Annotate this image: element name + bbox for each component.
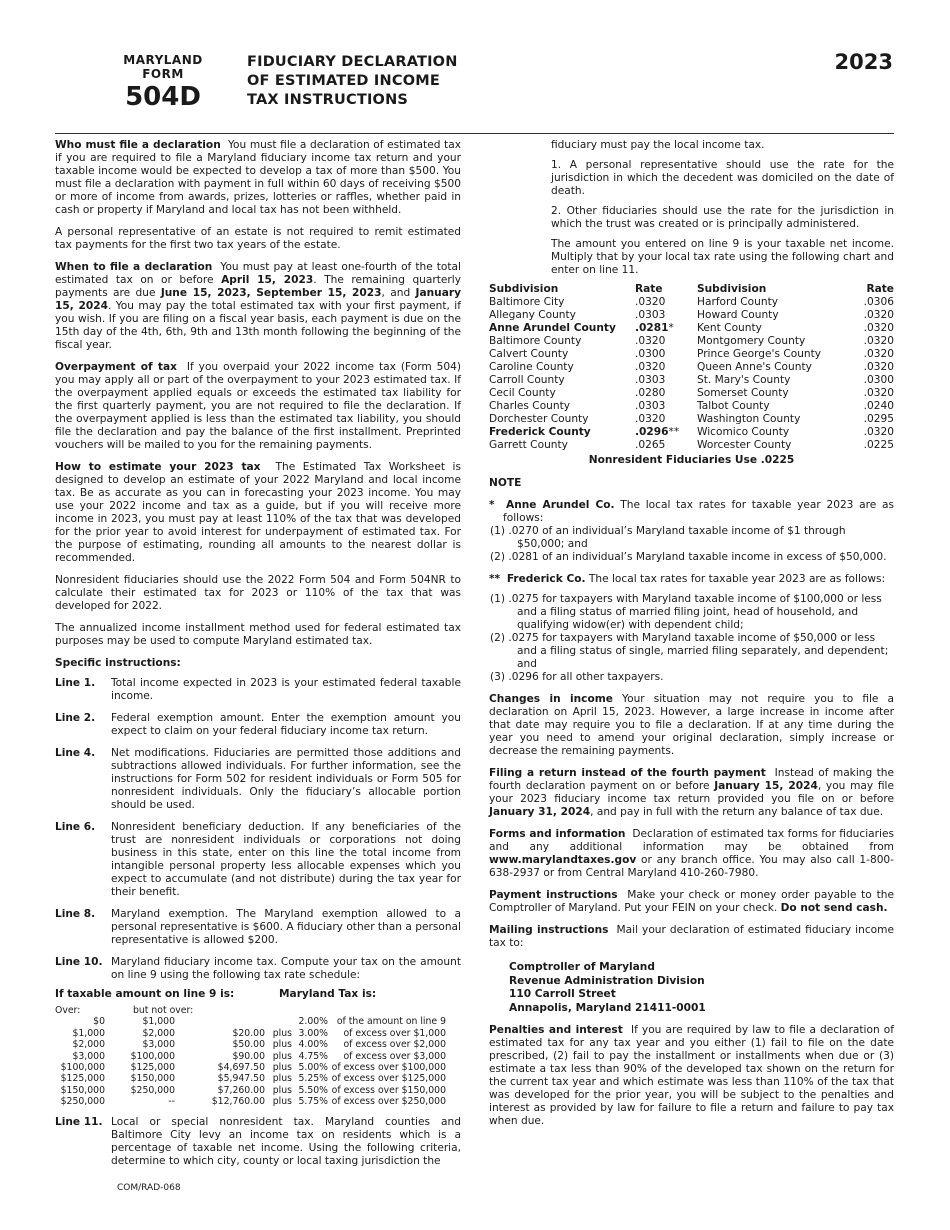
schedule-cell-rate: 5.75%: [298, 1096, 328, 1108]
subdivision-rate: [855, 296, 894, 309]
subdivision-name: [697, 413, 855, 426]
schedule-cell-plus: plus: [272, 1096, 292, 1108]
col-rate: Rate: [866, 283, 894, 295]
subdivision-rate-text: .0320: [863, 387, 894, 399]
rate-row: [489, 439, 894, 452]
line-instruction: [55, 1116, 461, 1168]
line-label: Line 4.: [55, 747, 96, 759]
schedule-cell-base: $90.00: [232, 1050, 265, 1062]
subdivision-rate-text: .0296: [635, 426, 669, 438]
text-run: You must pay at least one-fourth of the total estimated tax on or before: [55, 261, 461, 286]
schedule-cell-rate: 2.00%: [298, 1016, 328, 1028]
schedule-cell-rate: 3.00%: [298, 1027, 328, 1039]
changes-section: [489, 693, 894, 758]
section-heading: Changes in income: [489, 693, 613, 705]
schedule-cell-rate: 4.75%: [298, 1050, 328, 1062]
rate-row: [489, 400, 894, 413]
line-text: Nonresident beneficiary deduction. If any beneficiaries of the trust are nonresident individuals or corporations not doing business in this state, enter on this line the total income from intangible personal property less allocable expenses which you expect to accumulate (and not distribute) during the tax year for their benefit.: [111, 821, 461, 898]
footnote-mark: *: [668, 322, 674, 334]
subdivision-rate-text: .0320: [635, 361, 666, 373]
col-rate: Rate: [635, 283, 663, 295]
date-emphasis: January 15, 2024: [714, 780, 818, 792]
address-line: Comptroller of Maryland: [509, 961, 655, 973]
how-section: [55, 461, 461, 565]
schedule-row: [55, 1085, 446, 1096]
right-column: [489, 139, 894, 1137]
local-rate-table: [489, 283, 894, 452]
subdivision-rate-text: .0320: [863, 335, 894, 347]
section-heading: Filing a return instead of the fourth payment: [489, 767, 766, 779]
schedule-cell-plus: plus: [272, 1073, 292, 1085]
col-subdivision: Subdivision: [489, 283, 559, 295]
subdivision-name-text: Baltimore City: [489, 296, 565, 308]
subdivision-rate: [635, 348, 697, 361]
subdivision-name: [697, 309, 855, 322]
schedule-cell-rate: 5.00%: [298, 1062, 328, 1074]
subdivision-rate-text: .0265: [635, 439, 666, 451]
subdivision-rate: [635, 413, 697, 426]
schedule-rows: [55, 1016, 446, 1107]
schedule-cell-desc: of excess over $1,000: [343, 1027, 446, 1039]
schedule-cell-plus: plus: [272, 1084, 292, 1096]
subdivision-name-text: Talbot County: [697, 400, 770, 412]
subdivision-name: [489, 361, 635, 374]
note-heading: NOTE: [489, 477, 522, 489]
schedule-cell-over: $2,000: [72, 1039, 105, 1051]
title-line: FIDUCIARY DECLARATION: [247, 54, 458, 70]
subdivision-rate: [635, 361, 697, 374]
schedule-cell-notover: $125,000: [130, 1062, 175, 1074]
subdivision-rate-text: .0320: [863, 322, 894, 334]
subdivision-rate: [635, 309, 697, 322]
subdivision-name-text: Worcester County: [697, 439, 792, 451]
line-instruction: [55, 677, 461, 703]
subdivision-rate: [635, 387, 697, 400]
section-heading: Payment instructions: [489, 889, 618, 901]
subdivision-rate: [635, 296, 697, 309]
section-text: If you overpaid your 2022 income tax (Form 504) you may apply all or part of the overpayment to your 2023 estimated tax. If the overpayment applied equals or exceeds the estimated tax liability for the first quarterly payment, you are not required to file the declaration. If the overpayment applied is less than the estimated tax liability, you should file the declaration and pay the balance of the first installment. Preprinted vouchers will be mailed to you for the remaining payments.: [55, 361, 461, 451]
subdivision-rate-text: .0225: [863, 439, 894, 451]
section-text: You must file a declaration of estimated tax if you are required to file a Maryland fiduciary income tax return and your taxable income would be expected to develop a tax of more than $500. You must file a declaration with payment in full within 60 days of receiving $500 or more of income from awards, prizes, lotteries or raffles, whether paid in cash or property if Maryland and local tax has not been withheld.: [55, 139, 461, 216]
subdivision-name: [697, 348, 855, 361]
subdivision-name: [697, 387, 855, 400]
section-heading: Who must file a declaration: [55, 139, 221, 151]
subdivision-name: [489, 309, 635, 322]
line-text: Net modifications. Fiduciaries are permitted those additions and subtractions allowed individuals. For further information, see the instructions for Form 502 for resident individuals or Form 505 for nonresident individuals. Only the fiduciary’s allocable portion should be used.: [111, 747, 461, 811]
subdivision-name-text: Calvert County: [489, 348, 569, 360]
text-run: , and: [381, 287, 411, 299]
address-line: 110 Carroll Street: [509, 988, 616, 1000]
subdivision-name-text: Frederick County: [489, 426, 591, 438]
page-title: [247, 53, 458, 110]
schedule-cell-desc: of the amount on line 9: [336, 1016, 446, 1028]
subdivision-rate: [635, 426, 697, 439]
schedule-cell-rate: 5.25%: [298, 1073, 328, 1085]
subdivision-name-text: Prince George's County: [697, 348, 822, 360]
subdivision-rate-text: .0320: [635, 296, 666, 308]
line-text: Total income expected in 2023 is your estimated federal taxable income.: [111, 677, 461, 702]
text-emphasis: Do not send cash.: [780, 902, 888, 914]
rate-row: [489, 335, 894, 348]
line-text: Maryland fiduciary income tax. Compute your tax on the amount on line 9 using the following tax rate schedule:: [111, 956, 461, 981]
footnote-mark: *: [489, 499, 495, 511]
subdivision-rate: [635, 439, 697, 452]
penalties-section: [489, 1024, 894, 1128]
subdivision-name: [489, 374, 635, 387]
subdivision-rate: [635, 335, 697, 348]
subdivision-rate-text: .0240: [863, 400, 894, 412]
subdivision-name: [489, 426, 635, 439]
form-word: FORM: [142, 67, 184, 81]
note-item: (2) .0281 of an individual’s Maryland taxable income in excess of $50,000.: [490, 551, 887, 563]
schedule-cell-desc: of excess over $100,000: [331, 1062, 446, 1074]
note-head: [489, 573, 894, 586]
rate-rows: [489, 296, 894, 452]
subdivision-name-text: Anne Arundel County: [489, 322, 616, 334]
schedule-cell-base: $5,947.50: [217, 1073, 265, 1085]
subdivision-rate-text: .0320: [635, 335, 666, 347]
schedule-heading: [55, 988, 461, 1001]
subdivision-rate: [855, 439, 894, 452]
mailing-address: [509, 961, 894, 1015]
schedule-cell-base: [185, 1016, 265, 1027]
section-heading: Penalties and interest: [489, 1024, 623, 1036]
schedule-cell-plus: plus: [272, 1039, 292, 1051]
subdivision-name-text: Montgomery County: [697, 335, 806, 347]
schedule-cell-base: $50.00: [232, 1039, 265, 1051]
schedule-cell-base: $4,697.50: [217, 1062, 265, 1074]
annualized-paragraph: The annualized income installment method used for federal estimated tax purposes may be used to compute Maryland estimated tax.: [55, 622, 461, 647]
line-instructions: [55, 677, 461, 982]
subdivision-name: [697, 426, 855, 439]
subdivision-name: [697, 361, 855, 374]
form-number: 504D: [125, 82, 201, 112]
address-line: Revenue Administration Division: [509, 974, 705, 987]
overpayment-section: [55, 361, 461, 452]
schedule-cell-over: $125,000: [60, 1073, 105, 1085]
section-text: The Estimated Tax Worksheet is designed to develop an estimate of your 2022 Maryland and local income tax. Be as accurate as you can in forecasting your 2023 income. You may use your 2022 income and tax as a guide, but if you will receive more income in 2023, you must pay at least 110% of the tax that was developed for the prior year to avoid interest for underpayment of estimated tax. For the purpose of estimating, rounding all amounts to the nearest dollar is recommended.: [55, 461, 461, 564]
text-run: , and pay in full with the return any balance of tax due.: [590, 806, 884, 818]
subdivision-name-text: Cecil County: [489, 387, 556, 399]
mailing-section: [489, 924, 894, 950]
note-subject: Frederick Co.: [506, 573, 586, 585]
subdivision-name-text: Queen Anne's County: [697, 361, 812, 373]
subdivision-name: [489, 296, 635, 309]
date-emphasis: January 31, 2024: [489, 806, 591, 818]
section-text: If you are required by law to file a declaration of estimated tax for any tax year and you either (1) fail to file on the date prescribed, (2) fail to pay the installment or installments when due or (3) estimate a tax less than 90% of the developed tax shown on the return for the current tax year and which estimate was less than 110% of the tax that was developed for the prior year, you will be subject to the penalties and interest as provided by law for failure to file a return and failure to pay tax when due.: [489, 1024, 895, 1127]
website-link[interactable]: www.marylandtaxes.gov: [489, 854, 637, 866]
subdivision-rate-text: .0303: [635, 400, 666, 412]
line-text: Local or special nonresident tax. Maryland counties and Baltimore City levy an income tax on residents which is a percentage of taxable net income. Using the following criteria, determine to which city, county or local taxing jurisdiction the: [111, 1115, 461, 1167]
note-head: [489, 499, 894, 525]
subdivision-rate-text: .0303: [635, 374, 666, 386]
date-emphasis: January 15, 2024: [55, 287, 461, 312]
subdivision-rate: [855, 361, 894, 374]
line-label: Line 10.: [55, 956, 103, 968]
schedule-cell-desc: of excess over $2,000: [343, 1039, 446, 1051]
line-label: Line 11.: [55, 1115, 103, 1128]
filing-section: [489, 767, 894, 819]
subdivision-rate: [855, 426, 894, 439]
rate-row: [489, 426, 894, 439]
rate-table-header: [489, 283, 894, 296]
rate-row: [489, 348, 894, 361]
left-column: [55, 139, 461, 1177]
schedule-cell-desc: of excess over $125,000: [331, 1073, 446, 1085]
subdivision-name-text: Washington County: [697, 413, 801, 425]
form-id-block: [118, 53, 208, 112]
note-item: (1) .0275 for taxpayers with Maryland taxable income of $100,000 or less and a filing status of married filing joint, head of household, and qualifying widow(er) with dependent child;: [490, 593, 882, 631]
subdivision-name: [697, 322, 855, 335]
criteria-2: 2. Other fiduciaries should use the rate for the jurisdiction in which the trust was created or is principally administered.: [551, 205, 894, 230]
note-item: (1) .0270 of an individual’s Maryland taxable income of $1 through $50,000; and: [490, 525, 846, 550]
subdivision-rate-text: .0280: [635, 387, 666, 399]
schedule-cell-over: $3,000: [72, 1050, 105, 1062]
note-text: The local tax rates for taxable year 2023 are as follows:: [588, 573, 886, 585]
subdivision-rate: [635, 322, 697, 335]
schedule-cell-over: $150,000: [60, 1084, 105, 1096]
subdivision-name-text: Howard County: [697, 309, 779, 321]
subdivision-rate: [855, 387, 894, 400]
subdivision-name-text: St. Mary's County: [697, 374, 791, 386]
subdivision-rate-text: .0300: [863, 374, 894, 386]
subdivision-name-text: Allegany County: [489, 309, 576, 321]
subdivision-rate: [855, 374, 894, 387]
subdivision-name-text: Kent County: [697, 322, 762, 334]
schedule-cell-rate: 5.50%: [298, 1084, 328, 1096]
line-label: Line 6.: [55, 821, 96, 833]
subdivision-rate: [635, 400, 697, 413]
subdivision-rate-text: .0320: [863, 348, 894, 360]
line-instruction: [55, 821, 461, 899]
forms-section: [489, 828, 894, 880]
schedule-cell-base: $12,760.00: [211, 1096, 265, 1108]
subdivision-name-text: Garrett County: [489, 439, 568, 451]
subdivision-name: [489, 335, 635, 348]
subdivision-name: [489, 439, 635, 452]
subdivision-rate: [855, 322, 894, 335]
subdivision-name: [489, 400, 635, 413]
rate-row: [489, 309, 894, 322]
specific-heading: [55, 657, 461, 670]
amount-paragraph: The amount you entered on line 9 is your taxable net income. Multiply that by your local tax rate using the following chart and enter on line 11.: [551, 238, 894, 276]
criteria-1: 1. A personal representative should use the rate for the jurisdiction in which the decedent was domiciled on the date of death.: [551, 159, 894, 197]
subdivision-name-text: Wicomico County: [697, 426, 790, 438]
subdivision-rate: [855, 309, 894, 322]
section-heading: Mailing instructions: [489, 924, 609, 936]
schedule-cell-base: $7,260.00: [217, 1084, 265, 1096]
when-section: [55, 261, 461, 352]
schedule-cell-notover: $3,000: [142, 1039, 175, 1051]
schedule-subheader: [55, 1005, 446, 1016]
anne-arundel-note: [489, 499, 894, 564]
schedule-cell-notover: $1,000: [142, 1016, 175, 1028]
date-emphasis: June 15, 2023, September 15, 2023: [160, 287, 382, 299]
title-line: TAX INSTRUCTIONS: [247, 92, 409, 108]
schedule-row: [55, 1062, 446, 1073]
line-text: Maryland exemption. The Maryland exemption allowed to a personal representative is $600. A fiduciary other than a personal representative is allowed $200.: [111, 908, 461, 946]
state-label: MARYLAND: [123, 53, 203, 67]
rate-row: [489, 296, 894, 309]
rate-row: [489, 387, 894, 400]
line-text: Federal exemption amount. Enter the exemption amount you expect to claim on your federal fiduciary income tax return.: [111, 712, 461, 737]
who-section: [55, 139, 461, 217]
line-label: Line 1.: [55, 677, 96, 689]
rate-row: [489, 374, 894, 387]
schedule-cell-plus: [265, 1016, 296, 1027]
schedule-cell-over: $1,000: [72, 1027, 105, 1039]
subdivision-rate: [855, 335, 894, 348]
tax-year: 2023: [834, 50, 893, 74]
subdivision-rate-text: .0320: [863, 361, 894, 373]
text-run: . The remaining quarterly payments are due: [55, 274, 461, 299]
schedule-col-over: Over:: [55, 1005, 81, 1016]
subdivision-rate-text: .0281: [635, 322, 669, 334]
subdivision-name-text: Charles County: [489, 400, 571, 412]
section-text: Make your check or money order payable to the Comptroller of Maryland. Put your FEIN on your check.: [489, 889, 894, 914]
tax-rate-schedule: [55, 1005, 446, 1108]
schedule-row: [55, 1051, 446, 1062]
section-text: Your situation may not require you to file a declaration on April 15, 2023. However, a large increase in income after that date may require you to file a declaration. If at any time during the year you need to amend your original declaration, simply increase or decrease the remaining payments.: [489, 693, 894, 757]
subdivision-name: [489, 348, 635, 361]
line-instruction: [55, 908, 461, 947]
schedule-cell-notover: $250,000: [130, 1084, 175, 1096]
subdivision-rate: [635, 374, 697, 387]
footnote-mark: **: [668, 426, 680, 438]
schedule-row: [55, 1096, 446, 1107]
line-instruction: [55, 747, 461, 812]
line-instruction: [55, 712, 461, 738]
rate-row: [489, 413, 894, 426]
schedule-cell-over: $100,000: [60, 1062, 105, 1074]
schedule-row: [55, 1073, 446, 1084]
subdivision-name-text: Dorchester County: [489, 413, 589, 425]
schedule-cell-plus: plus: [272, 1062, 292, 1074]
subdivision-name: [697, 374, 855, 387]
nonresident-rate: Nonresident Fiduciaries Use .0225: [588, 454, 795, 466]
subdivision-rate-text: .0320: [635, 413, 666, 425]
note-text: The local tax rates for taxable year 2023 are as follows:: [503, 499, 895, 524]
section-text: Mail your declaration of estimated fiduciary income tax to:: [489, 924, 894, 949]
subdivision-name: [489, 387, 635, 400]
schedule-row: [55, 1028, 446, 1039]
subdivision-name-text: Somerset County: [697, 387, 789, 399]
subdivision-name: [697, 400, 855, 413]
schedule-cell-plus: plus: [272, 1027, 292, 1039]
schedule-col-notover: but not over:: [133, 1005, 194, 1016]
continuation-text: fiduciary must pay the local income tax.: [551, 139, 765, 151]
date-emphasis: April 15, 2023: [221, 274, 314, 286]
schedule-heading-b: Maryland Tax is:: [279, 988, 377, 1000]
subdivision-name-text: Harford County: [697, 296, 779, 308]
subdivision-name-text: Caroline County: [489, 361, 574, 373]
schedule-cell-notover: --: [168, 1096, 175, 1108]
text-run: , you may file your 2023 fiduciary income tax return provided you file on or before: [489, 780, 894, 805]
schedule-cell-over: $250,000: [60, 1096, 105, 1108]
schedule-cell-rate: 4.00%: [298, 1039, 328, 1051]
line-instruction: [55, 956, 461, 982]
subdivision-name: [489, 322, 635, 335]
subdivision-rate-text: .0320: [863, 309, 894, 321]
subdivision-name: [697, 439, 855, 452]
frederick-note: [489, 573, 894, 684]
text-run: Instead of making the fourth declaration payment on or before: [489, 767, 894, 792]
payment-section: [489, 889, 894, 915]
section-heading: When to file a declaration: [55, 261, 213, 273]
text-run: Declaration of estimated tax forms for fiduciaries and any additional information may be obtained from: [489, 828, 894, 853]
footnote-mark: **: [489, 573, 501, 585]
subdivision-rate-text: .0303: [635, 309, 666, 321]
subdivision-rate-text: .0306: [863, 296, 894, 308]
schedule-cell-notover: $150,000: [130, 1073, 175, 1085]
form-code: COM/RAD-068: [117, 1183, 181, 1193]
schedule-cell-plus: plus: [272, 1050, 292, 1062]
schedule-cell-desc: of excess over $150,000: [331, 1084, 446, 1096]
title-line: OF ESTIMATED INCOME: [247, 73, 440, 89]
subdivision-rate: [855, 400, 894, 413]
line-label: Line 2.: [55, 712, 96, 724]
note-item: (2) .0275 for taxpayers with Maryland taxable income of $50,000 or less and a filing status of single, married filing separately, and dependent; and: [490, 632, 889, 670]
schedule-cell-notover: $2,000: [142, 1027, 175, 1039]
schedule-row: [55, 1016, 446, 1027]
schedule-cell-over: $0: [93, 1016, 105, 1028]
subdivision-rate: [855, 348, 894, 361]
subdivision-name: [489, 413, 635, 426]
rate-row: [489, 322, 894, 335]
note-subject: Anne Arundel Co.: [506, 499, 615, 511]
section-heading: Specific instructions:: [55, 657, 181, 669]
subdivision-rate: [855, 413, 894, 426]
rate-row: [489, 361, 894, 374]
subdivision-rate-text: .0300: [635, 348, 666, 360]
schedule-row: [55, 1039, 446, 1050]
text-run: . You may pay the total estimated tax with your first payment, if you wish. If you are filing on a fiscal year basis, each payment is due on the 15th day of the 4th, 6th, 9th and 13th month following the beginning of the fiscal year.: [55, 300, 461, 351]
line-label: Line 8.: [55, 908, 96, 920]
schedule-cell-notover: $100,000: [130, 1050, 175, 1062]
section-heading: Overpayment of tax: [55, 361, 177, 373]
nonresident-paragraph: Nonresident fiduciaries should use the 2022 Form 504 and Form 504NR to calculate their estimated tax for 2023 or 110% of the tax that was developed for 2022.: [55, 574, 461, 612]
section-heading: Forms and information: [489, 828, 626, 840]
subdivision-rate-text: .0295: [863, 413, 894, 425]
subdivision-name-text: Carroll County: [489, 374, 565, 386]
header-divider: [55, 133, 894, 134]
schedule-cell-desc: of excess over $3,000: [343, 1050, 446, 1062]
section-heading: How to estimate your 2023 tax: [55, 461, 261, 473]
subdivision-rate-text: .0320: [863, 426, 894, 438]
address-line: Annapolis, Maryland 21411-0001: [509, 1001, 706, 1014]
col-subdivision: Subdivision: [697, 283, 767, 295]
schedule-cell-desc: of excess over $250,000: [331, 1096, 446, 1108]
schedule-cell-base: $20.00: [232, 1027, 265, 1039]
subdivision-name: [697, 335, 855, 348]
schedule-heading-a: If taxable amount on line 9 is:: [55, 988, 235, 1000]
personal-rep-paragraph: A personal representative of an estate is not required to remit estimated tax payments for the first two tax years of the estate.: [55, 226, 461, 251]
subdivision-name-text: Baltimore County: [489, 335, 582, 347]
subdivision-name: [697, 296, 855, 309]
note-item: (3) .0296 for all other taxpayers.: [490, 671, 664, 683]
text-run: or any branch office. You may also call 1-800-638-2937 or from Central Maryland 410-260-7980.: [489, 854, 894, 879]
